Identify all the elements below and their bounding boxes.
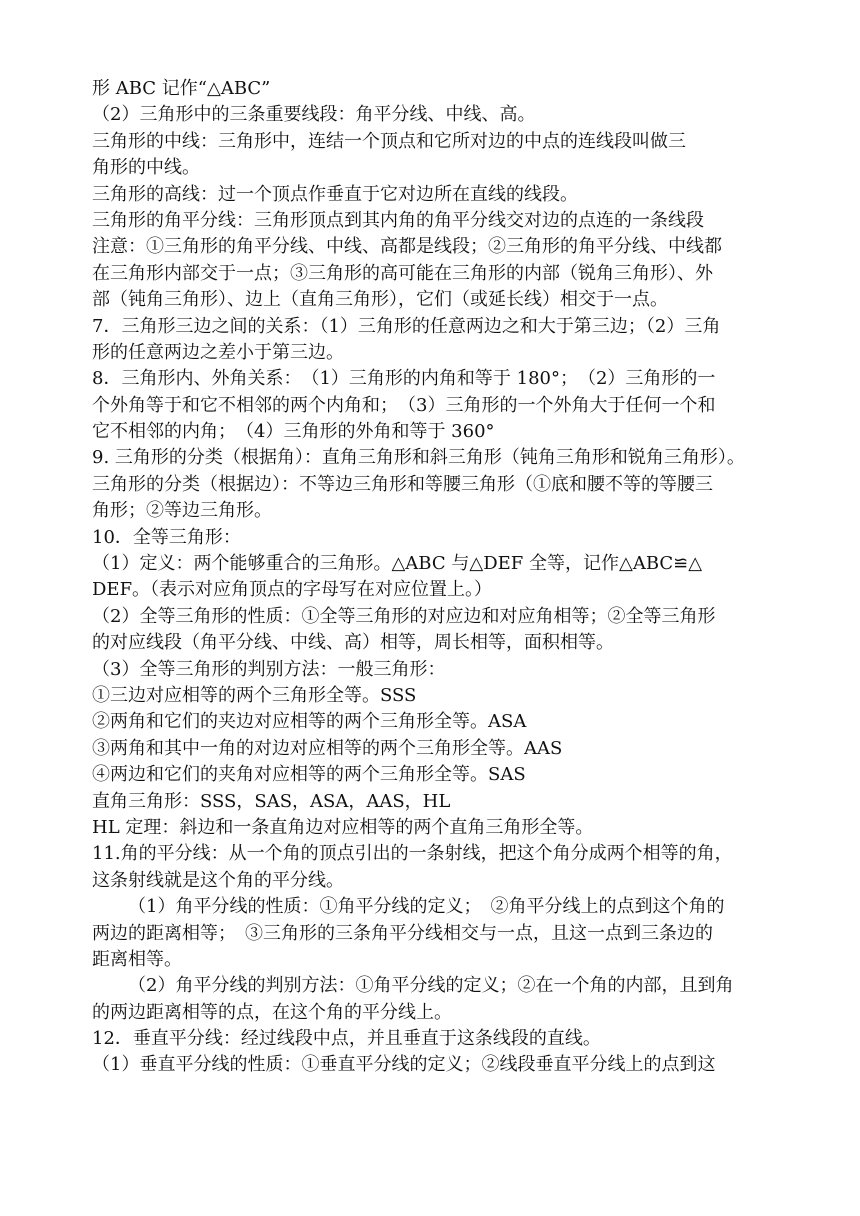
text-line: 部（钝角三角形）、边上（直角三角形），它们（或延长线）相交于一点。 [92,289,668,311]
text-line: 7．三角形三边之间的关系：（1）三角形的任意两边之和大于第三边；（2）三角 [92,315,721,337]
text-line: 的两边距离相等的点，在这个角的平分线上。 [92,1001,452,1023]
text-line: （1）垂直平分线的性质：①垂直平分线的定义；②线段垂直平分线上的点到这 [92,1054,716,1076]
text-line: 直角三角形：SSS，SAS，ASA，AAS，HL [92,790,451,812]
text-line: 12．垂直平分线：经过线段中点，并且垂直于这条线段的直线。 [92,1028,601,1050]
text-line: DEF。（表示对应角顶点的字母写在对应位置上。） [92,579,493,601]
text-line: （2）全等三角形的性质：①全等三角形的对应边和对应角相等；②全等三角形 [92,605,716,627]
text-line: 它不相邻的内角； （4）三角形的外角和等于 360° [92,421,495,443]
text-line: 两边的距离相等； ③三角形的三条角平分线相交与一点，且这一点到三条边的 [92,922,713,944]
text-line: 的对应线段（角平分线、中线、高）相等，周长相等，面积相等。 [92,632,614,654]
text-line: 三角形的分类（根据边）：不等边三角形和等腰三角形（①底和腰不等的等腰三 [92,473,713,495]
text-line: 10．全等三角形： [92,526,241,548]
text-line: ④两边和它们的夹角对应相等的两个三角形全等。SAS [92,764,526,786]
text-line: 三角形的角平分线：三角形顶点到其内角的角平分线交对边的点连的一条线段 [92,209,704,231]
text-line: ③两角和其中一角的对边对应相等的两个三角形全等。AAS [92,737,563,759]
text-line: （3）全等三角形的判别方法：一般三角形： [92,658,446,680]
text-line: 形的任意两边之差小于第三边。 [92,341,344,363]
text-line: 11.角的平分线：从一个角的顶点引出的一条射线，把这个角分成两个相等的角， [92,843,733,865]
text-line: 角形的中线。 [92,157,200,179]
text-line: HL 定理：斜边和一条直角边对应相等的两个直角三角形全等。 [92,816,594,838]
text-line: 角形；②等边三角形。 [92,500,272,522]
document-page [92,76,792,1079]
text-line: 形 ABC 记作“△ABC” [92,78,271,99]
text-line: 三角形的中线：三角形中，连结一个顶点和它所对边的中点的连线段叫做三 [92,130,686,152]
text-line: 三角形的高线：过一个顶点作垂直于它对边所在直线的线段。 [92,183,578,205]
text-line: 9. 三角形的分类（根据角）：直角三角形和斜三角形（钝角三角形和锐角三角形）。 [92,447,745,469]
text-line: 个外角等于和它不相邻的两个内角和； （3）三角形的一个外角大于任何一个和 [92,394,716,416]
text-line: （1）定义：两个能够重合的三角形。△ABC 与△DEF 全等，记作△ABC≌△ [92,553,703,575]
text-line: （2）三角形中的三条重要线段：角平分线、中线、高。 [92,104,536,126]
text-line: 距离相等。 [92,948,182,970]
text-line: 在三角形内部交于一点；③三角形的高可能在三角形的内部（锐角三角形）、外 [92,262,713,284]
text-line: 注意：①三角形的角平分线、中线、高都是线段；②三角形的角平分线、中线都 [92,236,722,258]
text-line: 这条射线就是这个角的平分线。 [92,869,344,891]
text-line: （1）角平分线的性质：①角平分线的定义； ②角平分线上的点到这个角的 [128,896,725,918]
text-line: （2）角平分线的判别方法：①角平分线的定义；②在一个角的内部，且到角 [128,975,734,997]
text-line: ①三边对应相等的两个三角形全等。SSS [92,684,417,706]
text-line: ②两角和它们的夹边对应相等的两个三角形全等。ASA [92,711,527,733]
text-line: 8．三角形内、外角关系： （1）三角形的内角和等于 180°； （2）三角形的一 [92,368,716,390]
